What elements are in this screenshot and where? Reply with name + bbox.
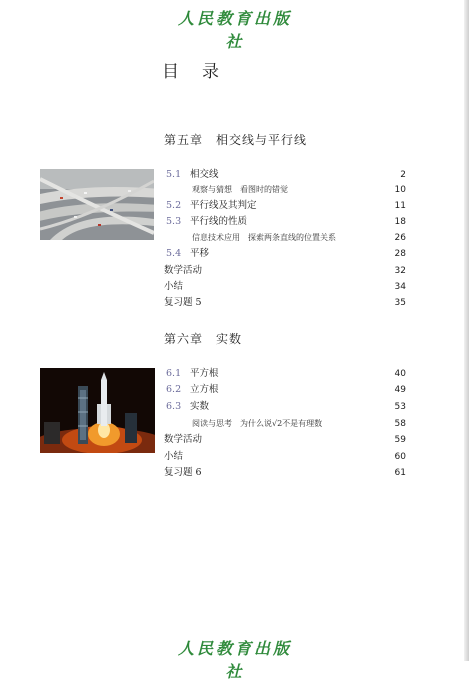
page-number: 2	[400, 170, 406, 180]
section-title: 数学活动	[164, 265, 203, 276]
toc-entry[interactable]	[166, 168, 406, 182]
page-number: 35	[394, 298, 406, 308]
rocket-launch-photo	[40, 368, 155, 453]
toc-entry[interactable]	[166, 247, 406, 261]
section-number: 5.3	[166, 216, 182, 227]
section-number: 5.2	[166, 200, 182, 211]
section-number: 5.1	[166, 169, 182, 180]
section-title: 平行线及其判定	[190, 200, 257, 211]
toc-entry[interactable]	[166, 215, 406, 229]
page-number: 53	[394, 402, 406, 412]
toc-entry[interactable]	[166, 400, 406, 414]
section-title: 平行线的性质	[190, 216, 248, 227]
section-title: 小结	[164, 281, 184, 292]
toc-entry[interactable]	[166, 199, 406, 213]
toc-entry[interactable]	[166, 383, 406, 397]
page-number: 28	[394, 249, 406, 259]
section-title: 复习题 5	[164, 297, 202, 308]
section-title: 数学活动	[164, 434, 203, 445]
page-number: 26	[394, 233, 406, 243]
section-number: 6.2	[166, 384, 182, 395]
page-number: 10	[394, 185, 406, 195]
subentry-title: 信息技术应用 探索两条直线的位置关系	[192, 233, 336, 242]
page-number: 34	[394, 282, 406, 292]
page-number: 58	[394, 419, 406, 429]
section-number: 6.3	[166, 401, 182, 412]
chapter-6-title: 第六章 实数	[164, 332, 243, 346]
toc-entry[interactable]	[164, 264, 406, 278]
publisher-logo-bottom: 人民教育出版社	[177, 639, 292, 681]
section-title: 复习题 6	[164, 467, 202, 478]
page-number: 32	[394, 266, 406, 276]
page-number: 40	[394, 369, 406, 379]
toc-entry[interactable]	[164, 466, 406, 480]
page-number: 18	[394, 217, 406, 227]
toc-entry[interactable]	[164, 280, 406, 294]
highway-interchange-photo	[40, 169, 154, 240]
section-title: 平方根	[190, 368, 219, 379]
page-edge-shadow	[464, 0, 469, 661]
page-number: 49	[394, 385, 406, 395]
chapter-5-title: 第五章 相交线与平行线	[164, 133, 308, 147]
publisher-logo-top: 人民教育出版社	[177, 9, 292, 51]
toc-subentry[interactable]	[192, 183, 406, 197]
subentry-title: 阅读与思考 为什么说√2不是有理数	[192, 419, 323, 428]
page-title: 目 录	[162, 62, 222, 82]
page-number: 59	[394, 435, 406, 445]
section-title: 平移	[190, 248, 210, 259]
toc-entry[interactable]	[164, 296, 406, 310]
section-number: 5.4	[166, 248, 182, 259]
toc-subentry[interactable]	[192, 417, 406, 431]
section-title: 相交线	[190, 169, 219, 180]
section-number: 6.1	[166, 368, 182, 379]
subentry-title: 观察与猜想 看图时的错觉	[192, 185, 288, 194]
toc-entry[interactable]	[164, 450, 406, 464]
section-title: 实数	[190, 401, 210, 412]
toc-entry[interactable]	[164, 433, 406, 447]
page-number: 61	[394, 468, 406, 478]
section-title: 立方根	[190, 384, 219, 395]
section-title: 小结	[164, 451, 184, 462]
toc-subentry[interactable]	[192, 231, 406, 245]
toc-entry[interactable]	[166, 367, 406, 381]
page-number: 60	[394, 452, 406, 462]
page-number: 11	[394, 201, 406, 211]
